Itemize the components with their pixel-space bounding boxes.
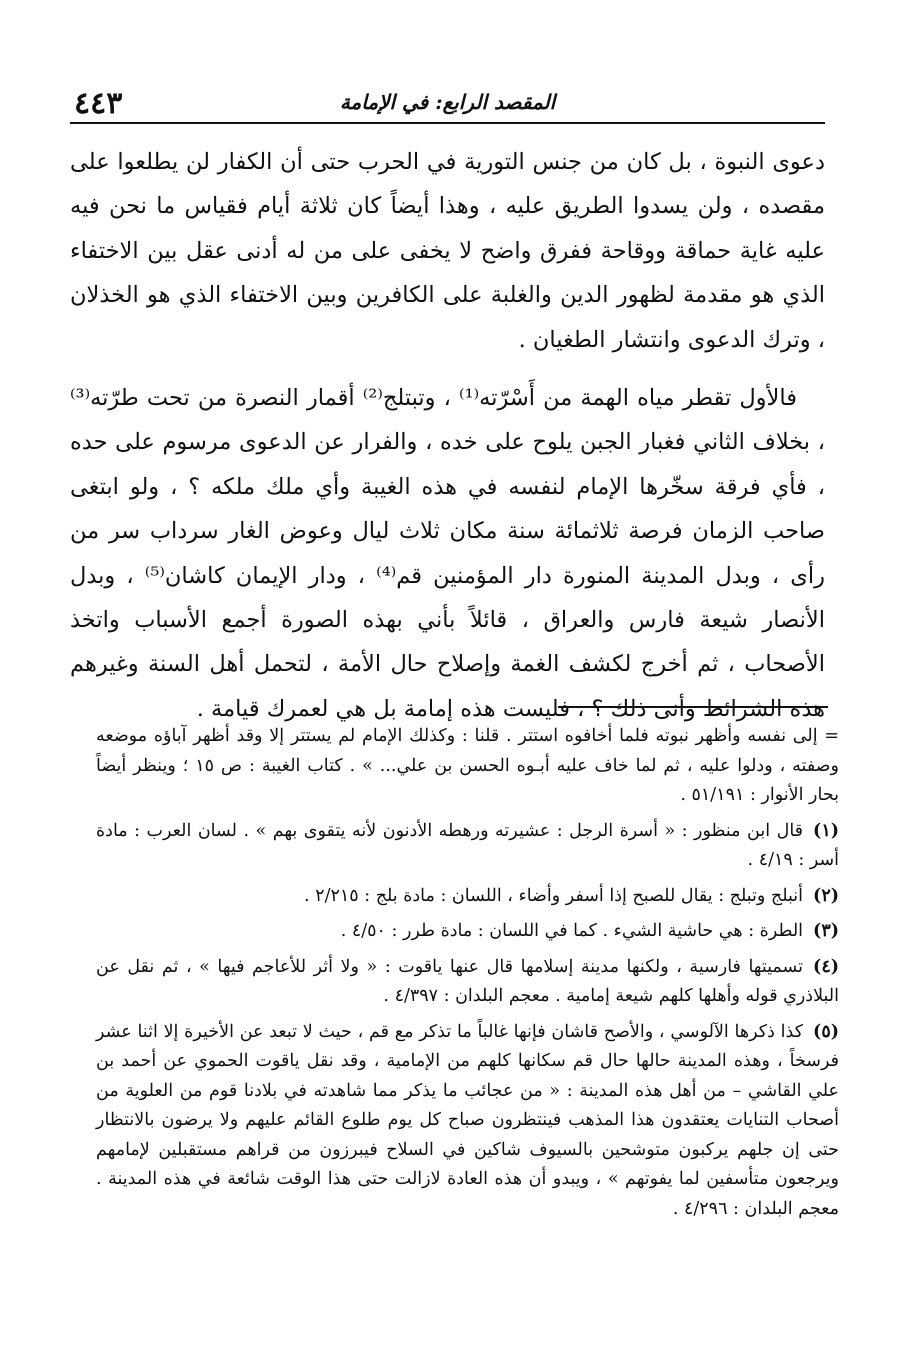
paragraph: فالأول تقطر مياه الهمة من أَسْرّته⁽¹⁾ ، وتبتلج⁽²⁾ أقمار النصرة من تحت طرّته⁽³⁾ ، بخلاف الثاني فغبار الجبن يلوح على خده ، والفرار عن الدعوى مرسوم على حده ، فأي فرقة سخّرها الإمام لنفسه في هذه الغيبة وأي ملك ملكه ؟ ، ولو ابتغى صاحب الزمان فرصة ثلاثمائة سنة مكان ثلاث ليال وعوض الغار سرداب سر من رأى ، وبدل المدينة المنورة دار المؤمنين قم⁽⁴⁾ ، ودار الإيمان كاشان⁽⁵⁾ ، وبدل الأنصار شيعة فارس والعراق ، قائلاً بأني بهذه الصورة أجمع الأسباب واتخذ الأصحاب ، ثم أخرج لكشف الغمة وإصلاح حال الأمة ، لتحمل أهل السنة وغيرهم هذه الشرائط وأنى ذلك ؟ ، فليست هذه إمامة بل هي لعمرك قيامة .: [70, 385, 825, 722]
page-number: ٤٤٣: [74, 86, 123, 121]
footnote-continued: = إلى نفسه وأظهر نبوته فلما أخافوه استتر . قلنا : وكذلك الإمام لم يستتر إلا وقد أظهر آباؤه موضعه وصفته ، ودلوا عليه ، ثم لما خاف عليه أبـوه الحسن بن علي... » . كتاب الغيبة : ص ١٥ ؛ وينظر أيضاً بحار الأنوار : ٥١/١٩١ .: [96, 726, 839, 805]
footnote-number: (٣): [813, 921, 839, 941]
footnote-text: قال ابن منظور : « أسرة الرجل : عشيرته ورهطه الأدنون لأنه يتقوى بهم » . لسان العرب : مادة أسر : ٤/١٩ .: [96, 820, 839, 870]
footnote-number: (١): [813, 820, 839, 841]
page-header: [70, 82, 825, 124]
footnote-text: كذا ذكرها الآلوسي ، والأصح قاشان فإنها غالباً ما تذكر مع قم ، حيث لا تبعد عن الأخيرة إلا اثنا عشر فرسخاً ، وهذه المدينة حالها حال قم سكانها كلهم من الإمامية ، وقد نقل ياقوت الحموي عن أحمد بن علي القاشي – من أهل هذه المدينة : « من عجائب ما يذكر مما شاهدته في بلادنا قوم من العلوية من أصحاب التنايات يعتقدون هذا المذهب فينتظرون صباح كل يوم طلوع القائم عليهم ولا يرضون بالانتظار حتى إن جلهم يركبون متوشحين بالسيوف شاكين في السلاح فيبرزون من قراهم مستقبلين لإمامهم ويرجعون متأسفين لما يفوتهم » ، ويبدو أن هذه العادة لازالت حتى هذا الوقت شائعة في هذه المدينة . معجم البلدان : ٤/٢٩٦ .: [96, 1021, 839, 1219]
footnote-number: (٥): [813, 1021, 839, 1042]
footnotes: [96, 722, 839, 1230]
footnote-item: [96, 1018, 839, 1225]
footnote-text: تسميتها فارسية ، ولكنها مدينة إسلامها قال عنها ياقوت : « ولا أثر للأعاجم فيها » ، ثم نقل عن البلاذري قوله وأهلها كلهم شيعة إمامية . معجم البلدان : ٤/٣٩٧ .: [96, 956, 839, 1006]
footnote-text: الطرة : هي حاشية الشيء . كما في اللسان : مادة طرر : ٤/٥٠ .: [340, 921, 804, 941]
footnote-separator: [558, 706, 828, 708]
footnote-item: [96, 917, 839, 947]
footnote-item: [96, 817, 839, 876]
footnote-item: [96, 953, 839, 1012]
paragraph: دعوى النبوة ، بل كان من جنس التورية في الحرب حتى أن الكفار لن يطلعوا على مقصده ، ولن يسدوا الطريق عليه ، وهذا أيضاً كان ثلاثة أيام فقياس ما نحن فيه عليه غاية حماقة ووقاحة ففرق واضح لا يخفى على من له أدنى عقل بين الاختفاء الذي هو مقدمة لظهور الدين والغلبة على الكافرين وبين الاختفاء الذي هو الخذلان ، وترك الدعوى وانتشار الطغيان .: [70, 149, 825, 353]
footnote-item: [96, 882, 839, 912]
running-title: المقصد الرابع: في الإمامة: [339, 90, 556, 114]
footnote-number: (٢): [813, 885, 839, 906]
main-text: [70, 140, 825, 731]
footnote-number: (٤): [813, 956, 839, 977]
footnote-text: أنبلج وتبلج : يقال للصبح إذا أسفر وأضاء ، اللسان : مادة بلج : ٢/٢١٥ .: [304, 885, 804, 906]
